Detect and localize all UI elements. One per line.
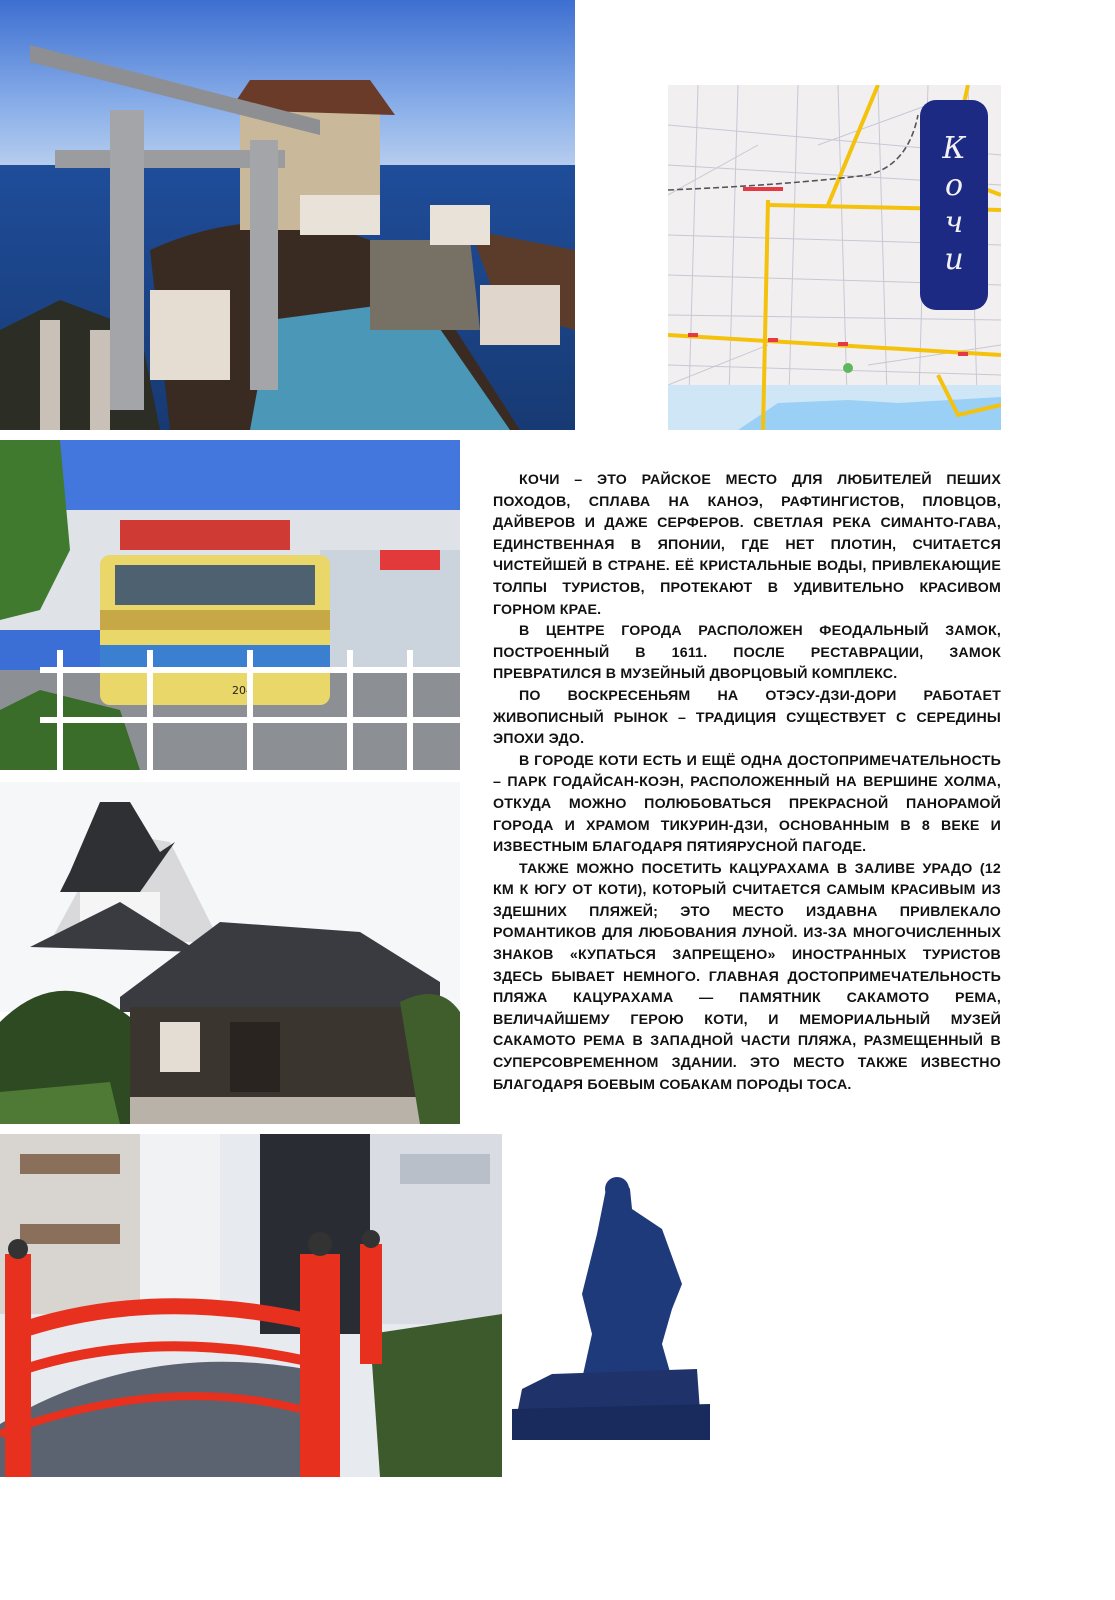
paragraph: ПО ВОСКРЕСЕНЬЯМ НА ОТЭСУ-ДЗИ-ДОРИ РАБОТАЕТ ЖИВОПИСНЫЙ РЫНОК – ТРАДИЦИЯ СУЩЕСТВУЕТ С СЕРЕДИНЫ ЭПОХИ ЭДО.: [493, 687, 1001, 748]
photo-red-bridge: [0, 1134, 502, 1477]
photo-tram: [0, 440, 460, 770]
paragraph: В ГОРОДЕ КОТИ ЕСТЬ И ЕЩЁ ОДНА ДОСТОПРИМЕЧАТЕЛЬНОСТЬ – ПАРК ГОДАЙСАН-КОЭН, РАСПОЛОЖЕННЫЙ НА ВЕРШИНЕ ХОЛМА, ОТКУДА МОЖНО ПОЛЮБОВАТЬСЯ ПРЕКРАСНОЙ ПАНОРАМОЙ ГОРОДА И ХРАМОМ ТИКУРИН-ДЗИ, ОСНОВАННЫМ В 8 ВЕКЕ И ИЗВЕСТНЫМ БЛАГОДАРЯ ПЯТИЯРУСНОЙ ПАГОДЕ.: [493, 752, 1001, 856]
paragraph: КОЧИ – ЭТО РАЙСКОЕ МЕСТО ДЛЯ ЛЮБИТЕЛЕЙ ПЕШИХ ПОХОДОВ, СПЛАВА НА КАНОЭ, РАФТИНГИСТОВ, ПЛОВЦОВ, ДАЙВЕРОВ И ДАЖЕ СЕРФЕРОВ. СВЕТЛАЯ РЕКА СИМАНТО-ГАВА, ЕДИНСТВЕННАЯ В ЯПОНИИ, ГДЕ НЕТ ПЛОТИН, СЧИТАЕТСЯ ЧИСТЕЙШЕЙ В СТРАНЕ. ЕЁ КРИСТАЛЬНЫЕ ВОДЫ, ПРИВЛЕКАЮЩИЕ ТОЛПЫ ТУРИСТОВ, ПРОТЕКАЮТ В УДИВИТЕЛЬНО КРАСИВОМ ГОРНОМ КРАЕ.: [493, 472, 1001, 618]
tram-number: 204: [232, 684, 253, 697]
map-title-badge: [920, 100, 988, 310]
photo-statue: [512, 1134, 710, 1440]
article-text: [493, 470, 1001, 1096]
photo-torii-shrine: [0, 0, 575, 430]
paragraph: ТАКЖЕ МОЖНО ПОСЕТИТЬ КАЦУРАХАМА В ЗАЛИВЕ УРАДО (12 КМ К ЮГУ ОТ КОТИ), КОТОРЫЙ СЧИТАЕТСЯ САМЫМ КРАСИВЫМ ИЗ ЗДЕШНИХ ПЛЯЖЕЙ; ЭТО МЕСТО ИЗДАВНА ПРИВЛЕКАЛО РОМАНТИКОВ ДЛЯ ЛЮБОВАНИЯ ЛУНОЙ. ИЗ-ЗА МНОГОЧИСЛЕННЫХ ЗНАКОВ «КУПАТЬСЯ ЗАПРЕЩЕНО» ИНОСТРАННЫХ ТУРИСТОВ ЗДЕСЬ БЫВАЕТ НЕМНОГО. ГЛАВНАЯ ДОСТОПРИМЕЧАТЕЛЬНОСТЬ ПЛЯЖА КАЦУРАХАМА — ПАМЯТНИК САКАМОТО РЕМА, ВЕЛИЧАЙШЕМУ ГЕРОЮ КОТИ, И МЕМОРИАЛЬНЫЙ МУЗЕЙ САКАМОТО РЕМА В ЗАПАДНОЙ ЧАСТИ ПЛЯЖА, РАЗМЕЩЕННЫЙ В СУПЕРСОВРЕМЕННОМ ЗДАНИИ. ЭТО МЕСТО ТАКЖЕ ИЗВЕСТНО БЛАГОДАРЯ БОЕВЫМ СОБАКАМ ПОРОДЫ ТОСА.: [493, 860, 1001, 1093]
map-title: Кочи: [936, 131, 972, 279]
photo-castle: [0, 782, 460, 1124]
paragraph: В ЦЕНТРЕ ГОРОДА РАСПОЛОЖЕН ФЕОДАЛЬНЫЙ ЗАМОК, ПОСТРОЕННЫЙ В 1611. ПОСЛЕ РЕСТАВРАЦИИ, ЗАМОК ПРЕВРАТИЛСЯ В МУЗЕЙНЫЙ ДВОРЦОВЫЙ КОМПЛЕКС.: [493, 623, 1001, 683]
